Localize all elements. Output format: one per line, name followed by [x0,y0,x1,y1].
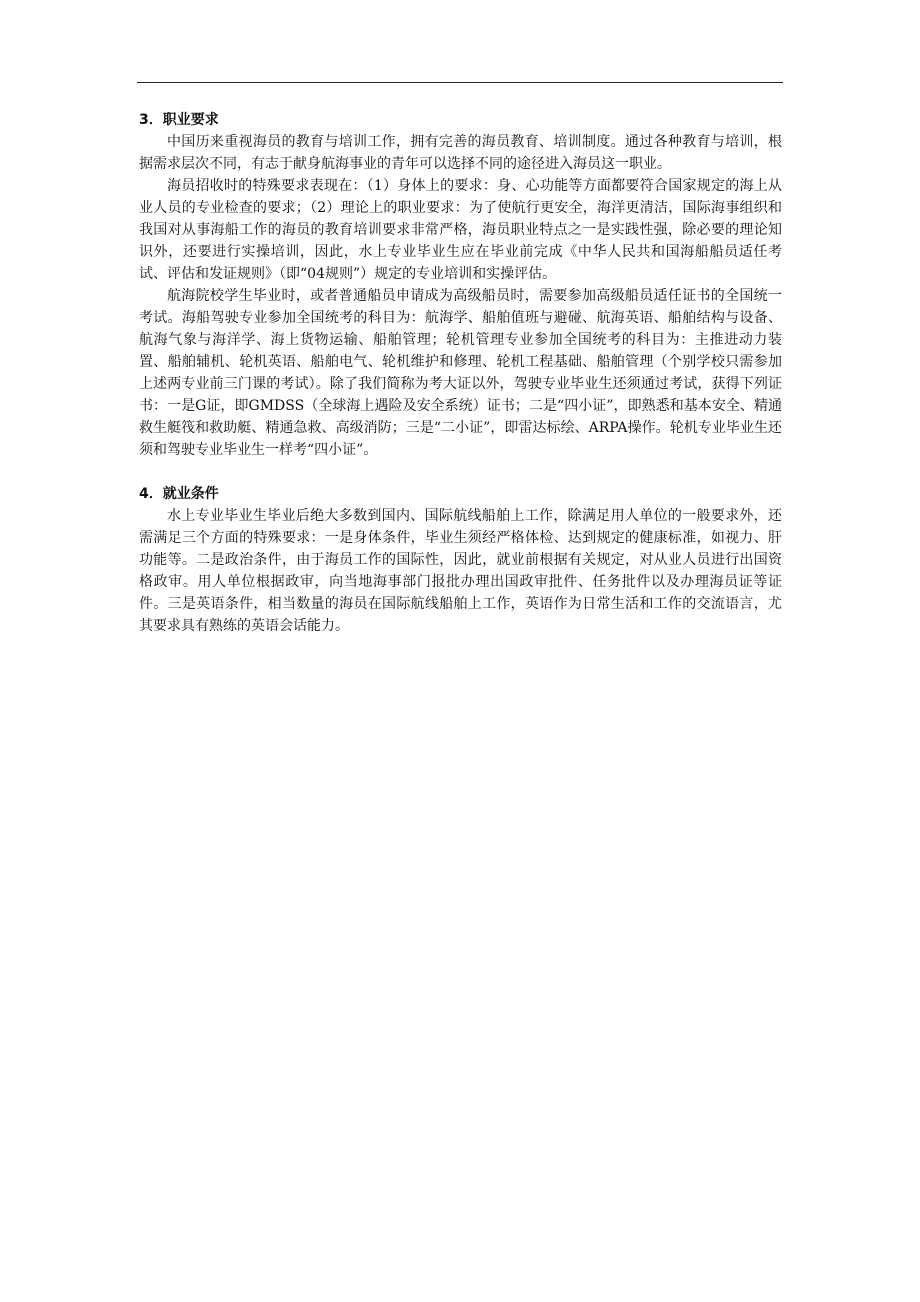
section-career-requirements [139,109,782,461]
section-heading: 4．就业条件 [139,486,219,502]
paragraph: 水上专业毕业生毕业后绝大多数到国内、国际航线船舶上工作，除满足用人单位的一般要求外，还需满足三个方面的特殊要求：一是身体条件，毕业生须经严格体检、达到规定的健康标准，如视力、肝功能等。二是政治条件，由于海员工作的国际性，因此，就业前根据有关规定，对从业人员进行出国资格政审。用人单位根据政审，向当地海事部门报批办理出国政审批件、任务批件以及办理海员证等证件。三是英语条件，相当数量的海员在国际航线船舶上工作，英语作为日常生活和工作的交流语言，尤其要求具有熟练的英语会话能力。 [139,508,782,634]
paragraph: 海员招收时的特殊要求表现在：（1）身体上的要求：身、心功能等方面都要符合国家规定的海上从业人员的专业检查的要求；（2）理论上的职业要求：为了使航行更安全，海洋更清洁，国际海事组织和我国对从事海船工作的海员的教育培训要求非常严格，海员职业特点之一是实践性强，除必要的理论知识外，还要进行实操培训，因此，水上专业毕业生应在毕业前完成《中华人民共和国海船船员适任考试、评估和发证规则》（即“04规则”）规定的专业培训和实操评估。 [139,178,782,282]
document-body [139,109,782,637]
paragraph: 航海院校学生毕业时，或者普通船员申请成为高级船员时，需要参加高级船员适任证书的全国统一考试。海船驾驶专业参加全国统考的科目为：航海学、船舶值班与避碰、航海英语、船舶结构与设备、航海气象与海洋学、海上货物运输、船舶管理；轮机管理专业参加全国统考的科目为：主推进动力装置、船舶辅机、轮机英语、船舶电气、轮机维护和修理、轮机工程基础、船舶管理（个别学校只需参加上述两专业前三门课的考试）。除了我们简称为考大证以外，驾驶专业毕业生还须通过考试，获得下列证书：一是G证，即GMDSS（全球海上遇险及安全系统）证书；二是“四小证”，即熟悉和基本安全、精通救生艇筏和救助艇、精通急救、高级消防；三是“二小证”，即雷达标绘、ARPA操作。轮机专业毕业生还须和驾驶专业毕业生一样考“四小证”。 [139,288,782,458]
section-heading: 3．职业要求 [139,112,219,128]
section-employment-conditions [139,483,782,637]
header-rule [137,82,783,83]
paragraph: 中国历来重视海员的教育与培训工作，拥有完善的海员教育、培训制度。通过各种教育与培训，根据需求层次不同，有志于献身航海事业的青年可以选择不同的途径进入海员这一职业。 [139,134,782,172]
section-spacer [139,461,782,483]
